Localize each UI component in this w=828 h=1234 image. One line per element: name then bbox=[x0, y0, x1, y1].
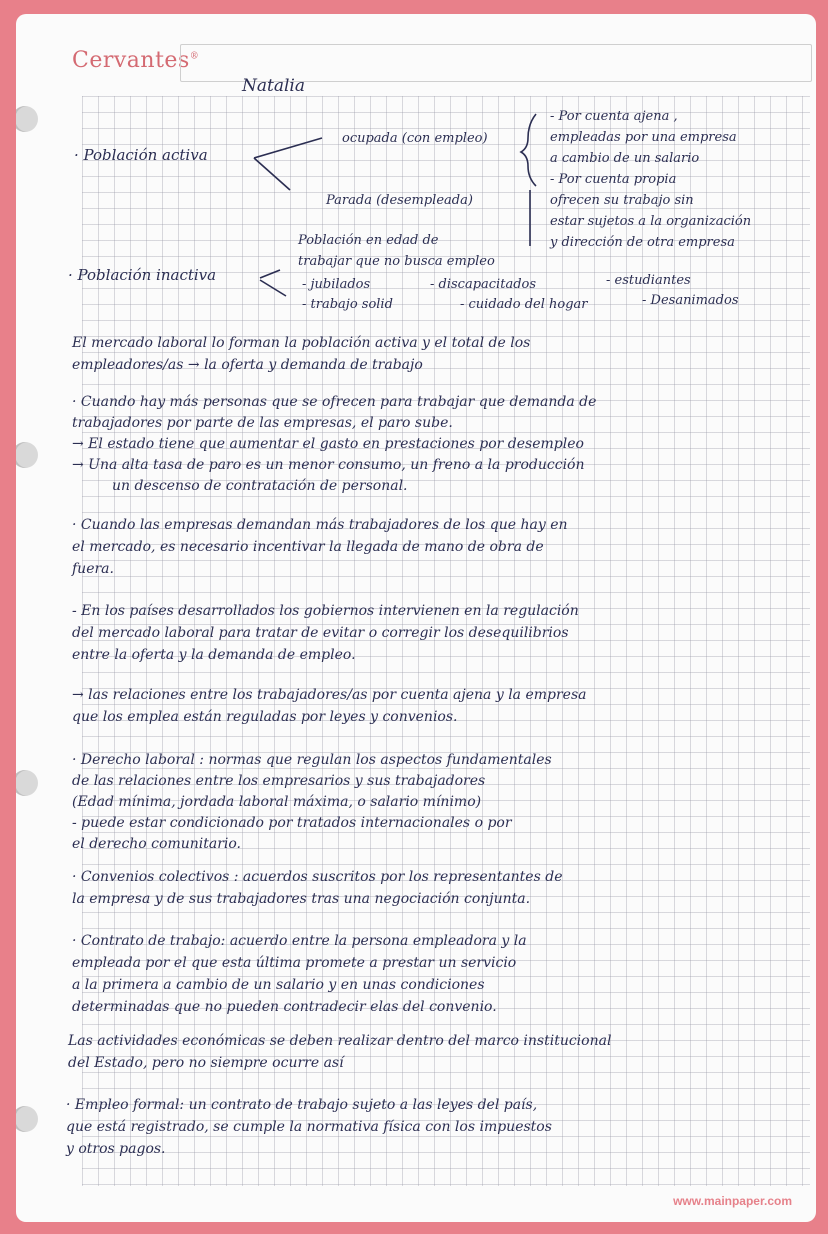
note-line: entre la oferta y la demanda de empleo. bbox=[72, 647, 356, 663]
note-line: - puede estar condicionado por tratados internacionales o por bbox=[72, 815, 512, 831]
poblacion-inactiva-label: · Población inactiva bbox=[68, 266, 217, 284]
binder-hole-icon bbox=[16, 770, 38, 796]
ocupada-label: ocupada (con empleo) bbox=[342, 131, 488, 146]
student-name: Natalia bbox=[242, 76, 305, 96]
note-line: trabajar que no busca empleo bbox=[298, 254, 495, 269]
inactiva-item: - estudiantes bbox=[606, 273, 691, 288]
note-mano-de-obra bbox=[72, 514, 568, 580]
inactiva-item: - cuidado del hogar bbox=[460, 297, 588, 312]
note-line: de las relaciones entre los empresarios y sus trabajadores bbox=[72, 773, 486, 789]
note-line: determinadas que no pueden contradecir elas del convenio. bbox=[72, 999, 497, 1015]
note-derecho-laboral bbox=[72, 750, 552, 855]
inactiva-item: - trabajo solid bbox=[302, 297, 393, 312]
note-line: que los emplea están reguladas por leyes y convenios. bbox=[72, 709, 458, 725]
note-line: fuera. bbox=[72, 561, 114, 577]
note-regulacion bbox=[72, 600, 579, 666]
note-line: trabajadores por parte de las empresas, el paro sube. bbox=[72, 415, 453, 431]
diagram-connectors bbox=[16, 14, 816, 334]
publisher-website: www.mainpaper.com bbox=[673, 1194, 792, 1208]
note-line: El mercado laboral lo forman la población activa y el total de los bbox=[72, 335, 531, 351]
poblacion-activa-label: · Población activa bbox=[74, 146, 208, 164]
notebook-page bbox=[16, 14, 816, 1222]
note-line: - Por cuenta propia bbox=[550, 172, 677, 187]
note-line: · Convenios colectivos : acuerdos suscritos por los representantes de bbox=[72, 869, 563, 885]
note-line: el derecho comunitario. bbox=[72, 836, 242, 852]
brand-logo: Cervantes® bbox=[72, 48, 200, 73]
note-line: · Cuando las empresas demandan más trabajadores de los que hay en bbox=[72, 517, 568, 533]
note-line: empleada por el que esta última promete a prestar un servicio bbox=[72, 955, 517, 971]
note-line: Las actividades económicas se deben realizar dentro del marco institucional bbox=[68, 1033, 612, 1049]
note-line: un descenso de contratación de personal. bbox=[112, 478, 408, 494]
note-line: estar sujetos a la organización bbox=[550, 214, 752, 229]
note-line: a la primera a cambio de un salario y en unas condiciones bbox=[72, 977, 485, 993]
note-line: empleadas por una empresa bbox=[550, 130, 737, 145]
note-line: · Derecho laboral : normas que regulan los aspectos fundamentales bbox=[72, 752, 552, 768]
note-empleo-formal bbox=[66, 1094, 552, 1160]
note-line: que está registrado, se cumple la normativa física con los impuestos bbox=[66, 1119, 552, 1135]
inactiva-item: - discapacitados bbox=[430, 277, 537, 292]
inactiva-item: - Desanimados bbox=[642, 293, 739, 308]
note-paro-sube bbox=[72, 392, 596, 497]
note-contrato-trabajo bbox=[72, 930, 527, 1018]
note-line: (Edad mínima, jordada laboral máxima, o salario mínimo) bbox=[72, 794, 482, 810]
binder-hole-icon bbox=[16, 442, 38, 468]
note-line: del Estado, pero no siempre ocurre así bbox=[68, 1055, 344, 1071]
note-mercado-laboral bbox=[72, 332, 530, 376]
note-line: · Cuando hay más personas que se ofrecen para trabajar que demanda de bbox=[72, 394, 597, 410]
note-line: → El estado tiene que aumentar el gasto en prestaciones por desempleo bbox=[72, 436, 584, 452]
note-line: del mercado laboral para tratar de evitar o corregir los desequilibrios bbox=[72, 625, 569, 641]
note-line: y dirección de otra empresa bbox=[550, 235, 735, 250]
note-line: Población en edad de bbox=[298, 233, 439, 248]
binder-hole-icon bbox=[16, 1106, 38, 1132]
parada-label: Parada (desempleada) bbox=[326, 193, 473, 208]
note-line: a cambio de un salario bbox=[550, 151, 700, 166]
note-line: y otros pagos. bbox=[66, 1141, 166, 1157]
note-line: empleadores/as → la oferta y demanda de trabajo bbox=[72, 357, 423, 373]
note-line: · Empleo formal: un contrato de trabajo sujeto a las leyes del país, bbox=[66, 1097, 538, 1113]
note-convenios-colectivos bbox=[72, 866, 562, 910]
note-line: → las relaciones entre los trabajadores/as por cuenta ajena y la empresa bbox=[72, 687, 587, 703]
note-line: - Por cuenta ajena , bbox=[550, 109, 678, 124]
note-line: la empresa y de sus trabajadores tras una negociación conjunta. bbox=[72, 891, 531, 907]
note-relaciones bbox=[72, 684, 587, 728]
note-line: · Contrato de trabajo: acuerdo entre la persona empleadora y la bbox=[72, 933, 527, 949]
note-line: ofrecen su trabajo sin bbox=[550, 193, 694, 208]
inactiva-item: - jubilados bbox=[302, 277, 371, 292]
note-line: → Una alta tasa de paro es un menor consumo, un freno a la producción bbox=[72, 457, 585, 473]
note-line: el mercado, es necesario incentivar la llegada de mano de obra de bbox=[72, 539, 544, 555]
note-line: - En los países desarrollados los gobiernos intervienen en la regulación bbox=[72, 603, 579, 619]
note-actividades-economicas bbox=[68, 1030, 611, 1074]
